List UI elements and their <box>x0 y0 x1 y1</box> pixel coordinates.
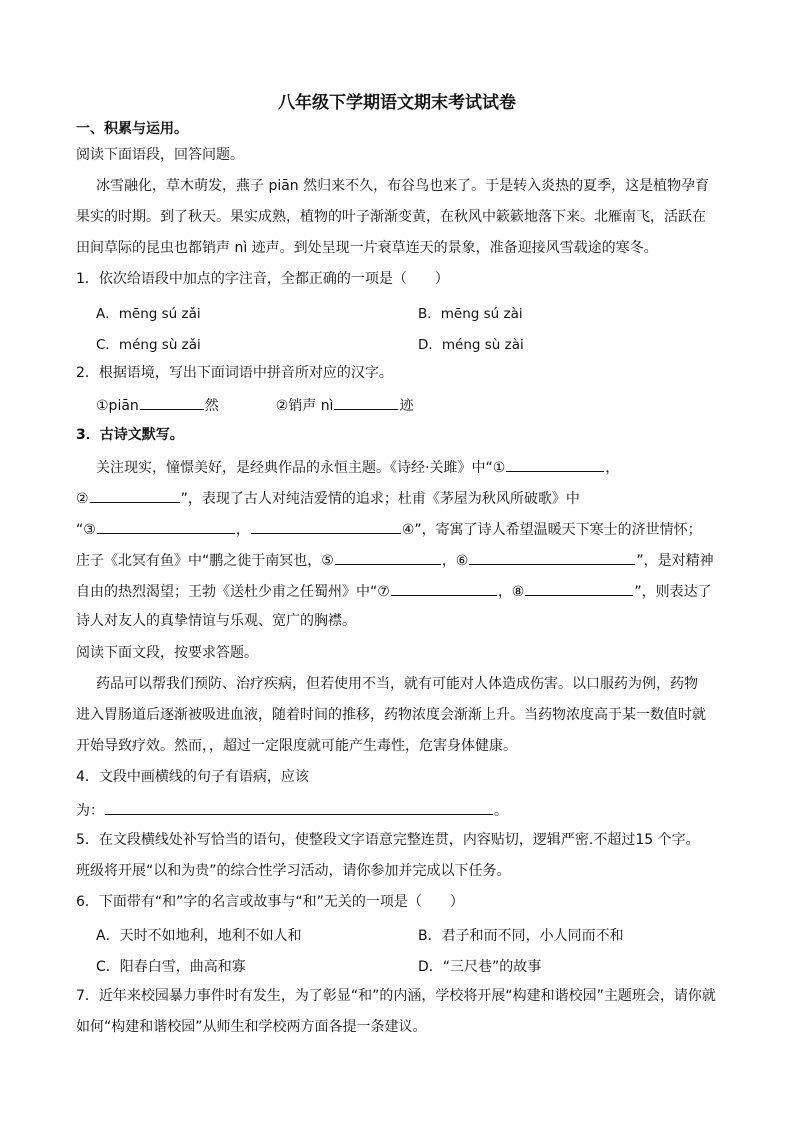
answer-blank[interactable] <box>105 800 493 815</box>
passage1-line3: 田间草际的昆虫也都销声 nì 迹声。到处呈现一片衰草连天的景象，准备迎接风雪载途的寒冬。 <box>76 240 658 256</box>
answer-blank[interactable] <box>97 519 235 534</box>
question1-option-d: D．méng sù zài <box>418 337 524 353</box>
question1-stem: 1．依次给语段中加点的字注音，全都正确的一项是（ ） <box>76 271 449 287</box>
question2-item2-suffix: 迹 <box>399 398 414 414</box>
question3-line1-end: ， <box>605 460 620 476</box>
question3-line6: 诗人对友人的真挚情谊与乐观、宽广的胸襟。 <box>76 613 356 629</box>
question3-line3-text: ④”，寄寓了诗人希望温暖天下寒士的济世情怀； <box>401 522 702 538</box>
passage2-line1: 药品可以帮我们预防、治疗疾病，但若使用不当，就有可能对人体造成伤害。以口服药为例，药物 <box>96 676 698 692</box>
question1-option-c: C．méng sù zǎi <box>96 337 201 353</box>
question4-stem: 4．文段中画横线的句子有语病，应该 <box>76 769 309 785</box>
passage1-line1: 冰雪融化，草木萌发，燕子 piān 然归来不久，布谷鸟也来了。于是转入炎热的夏季，这是植物孕育 <box>96 178 710 194</box>
answer-blank[interactable] <box>469 550 635 565</box>
question3-line4-prefix: 庄子《北冥有鱼》中“鹏之徙于南冥也，⑤ <box>76 553 334 569</box>
passage1-line2: 果实的时期。到了秋天。果实成熟，植物的叶子渐渐变黄，在秋风中簌簌地落下来。北雁南飞，活跃在 <box>76 209 706 225</box>
question3-line5-text: ”，则表达了 <box>634 584 712 600</box>
question4-answer-suffix: 。 <box>494 803 508 819</box>
question3-line5-mid: ，⑧ <box>497 584 525 600</box>
answer-blank[interactable] <box>334 395 398 410</box>
question3-stem: 3．古诗文默写。 <box>76 427 184 443</box>
passage2-line3: 开始导致疗效。然而，，超过一定限度就可能产生毒性，危害身体健康。 <box>76 738 517 754</box>
question1-option-a: A．mēng sú zǎi <box>96 306 201 322</box>
question3-line1 <box>96 457 619 477</box>
answer-blank[interactable] <box>506 457 604 472</box>
question5-stem: 5．在文段横线处补写恰当的语句，使整段文字语意完整连贯，内容贴切，逻辑严密.不超过15 个字。 <box>76 832 700 848</box>
reading-instruction-2: 阅读下面文段，按要求答题。 <box>76 645 258 661</box>
section-heading: 一、积累与运用。 <box>76 121 188 137</box>
question3-line5-prefix: 自由的热烈渴望；王勃《送杜少甫之任蜀州》中“⑦ <box>76 584 390 600</box>
question3-line2-text: ”，表现了古人对纯洁爱情的追求；杜甫《茅屋为秋风所破歌》中 <box>180 491 580 507</box>
question3-line3-mid: ， <box>235 522 250 538</box>
question3-line5 <box>76 581 712 601</box>
question3-line3 <box>76 519 702 539</box>
question4-answer-prefix: 为： <box>76 803 104 819</box>
question3-line4-text: ”，是对精神 <box>636 553 714 569</box>
question7-line1: 7．近年来校园暴力事件时有发生，为了彰显“和”的内涵，学校将开展“构建和谐校园”主题班会，请你就 <box>76 988 716 1004</box>
question3-line1-text: 关注现实，憧憬美好，是经典作品的永恒主题。《诗经·关雎》中“① <box>96 460 506 476</box>
question6-option-c: C．阳春白雪，曲高和寡 <box>96 959 246 975</box>
question4-answer-line <box>76 800 508 820</box>
question2-item1-prefix: ①piān <box>96 398 139 414</box>
question3-line4 <box>76 550 714 570</box>
answer-blank[interactable] <box>391 581 497 596</box>
question2-item2-prefix: ②销声 nì <box>275 398 334 414</box>
reading-instruction: 阅读下面语段，回答问题。 <box>76 147 244 163</box>
question3-line2-prefix: ② <box>76 491 89 507</box>
question3-line2 <box>76 488 580 508</box>
answer-blank[interactable] <box>525 581 633 596</box>
answer-blank[interactable] <box>251 519 401 534</box>
question1-option-b: B．mēng sú zài <box>418 306 523 322</box>
answer-blank[interactable] <box>335 550 441 565</box>
question6-option-a: A．天时不如地利，地利不如人和 <box>96 928 302 944</box>
answer-blank[interactable] <box>90 488 180 503</box>
question2-items <box>96 395 413 415</box>
question6-stem: 6．下面带有“和”字的名言或故事与“和”无关的一项是（ ） <box>76 894 464 910</box>
question3-line3-prefix: “③ <box>76 522 96 538</box>
question6-option-d: D．“三尺巷”的故事 <box>418 959 542 975</box>
question7-line2: 如何“构建和谐校园”从师生和学校两方面各提一条建议。 <box>76 1019 427 1035</box>
question3-line4-mid: ，⑥ <box>441 553 469 569</box>
activity-intro: 班级将开展“以和为贵”的综合性学习活动，请你参加并完成以下任务。 <box>76 863 511 879</box>
question2-stem: 2．根据语境，写出下面词语中拼音所对应的汉字。 <box>76 365 393 381</box>
answer-blank[interactable] <box>140 395 204 410</box>
question2-item1-suffix: 然 <box>204 398 219 414</box>
question6-option-b: B．君子和而不同，小人同而不和 <box>418 928 624 944</box>
page-title: 八年级下学期语文期末考试试卷 <box>278 93 516 113</box>
passage2-line2: 进入胃肠道后逐渐被吸进血液，随着时间的推移，药物浓度会渐渐上升。当药物浓度高于某一数值时就 <box>76 707 706 723</box>
